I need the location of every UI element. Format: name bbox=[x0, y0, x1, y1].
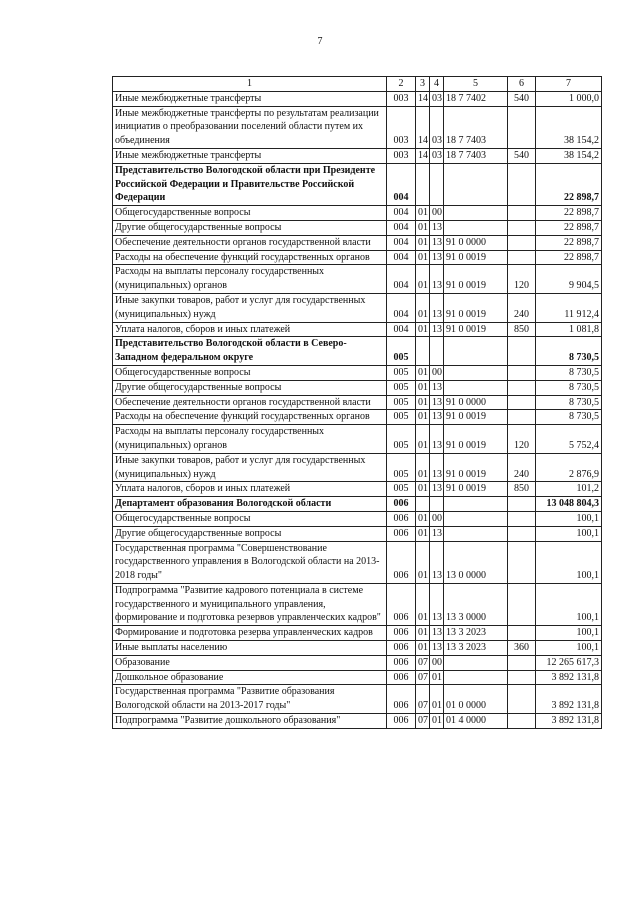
row-vr-cell bbox=[508, 670, 536, 685]
row-name-cell: Обеспечение деятельности органов государственной власти bbox=[113, 395, 387, 410]
row-csr-cell bbox=[444, 220, 508, 235]
row-pr-cell bbox=[430, 163, 444, 205]
row-name-cell: Обеспечение деятельности органов государственной власти bbox=[113, 235, 387, 250]
row-csr-cell bbox=[444, 163, 508, 205]
row-csr-cell bbox=[444, 365, 508, 380]
row-pr-cell: 13 bbox=[430, 220, 444, 235]
row-name-cell: Подпрограмма "Развитие кадрового потенциала в системе государственного и муниципального управления, формирование и подготовка резервов управленческих кадров" bbox=[113, 583, 387, 625]
row-rz-cell: 14 bbox=[416, 106, 430, 148]
row-amount-cell: 100,1 bbox=[536, 526, 602, 541]
row-vr-cell bbox=[508, 511, 536, 526]
row-csr-cell bbox=[444, 497, 508, 512]
table-row bbox=[113, 641, 602, 656]
row-amount-cell: 5 752,4 bbox=[536, 425, 602, 454]
table-row bbox=[113, 206, 602, 221]
header-col-ved: 2 bbox=[387, 77, 416, 92]
row-vr-cell: 850 bbox=[508, 482, 536, 497]
table-row bbox=[113, 293, 602, 322]
budget-table bbox=[112, 76, 602, 729]
row-csr-cell: 13 3 2023 bbox=[444, 626, 508, 641]
table-row bbox=[113, 395, 602, 410]
row-vr-cell bbox=[508, 235, 536, 250]
table-row bbox=[113, 410, 602, 425]
row-name-cell: Другие общегосударственные вопросы bbox=[113, 220, 387, 235]
row-vr-cell bbox=[508, 526, 536, 541]
row-ved-cell: 003 bbox=[387, 91, 416, 106]
row-rz-cell: 07 bbox=[416, 670, 430, 685]
row-pr-cell: 00 bbox=[430, 206, 444, 221]
row-ved-cell: 006 bbox=[387, 655, 416, 670]
row-rz-cell: 01 bbox=[416, 541, 430, 583]
row-rz-cell: 01 bbox=[416, 425, 430, 454]
row-amount-cell: 100,1 bbox=[536, 626, 602, 641]
row-amount-cell: 100,1 bbox=[536, 511, 602, 526]
row-csr-cell: 91 0 0019 bbox=[444, 453, 508, 482]
row-pr-cell bbox=[430, 337, 444, 366]
row-rz-cell: 01 bbox=[416, 220, 430, 235]
row-rz-cell: 01 bbox=[416, 526, 430, 541]
row-csr-cell: 91 0 0000 bbox=[444, 235, 508, 250]
row-name-cell: Общегосударственные вопросы bbox=[113, 365, 387, 380]
row-amount-cell: 8 730,5 bbox=[536, 337, 602, 366]
row-ved-cell: 005 bbox=[387, 395, 416, 410]
row-rz-cell: 01 bbox=[416, 511, 430, 526]
row-rz-cell: 01 bbox=[416, 453, 430, 482]
row-vr-cell bbox=[508, 541, 536, 583]
row-ved-cell: 006 bbox=[387, 685, 416, 714]
row-name-cell: Иные межбюджетные трансферты по результатам реализации инициатив о преобразовании поселений области путем их объединения bbox=[113, 106, 387, 148]
row-rz-cell: 01 bbox=[416, 626, 430, 641]
table-row bbox=[113, 106, 602, 148]
table-row bbox=[113, 453, 602, 482]
table-row bbox=[113, 337, 602, 366]
row-pr-cell: 00 bbox=[430, 511, 444, 526]
header-col-amount: 7 bbox=[536, 77, 602, 92]
row-name-cell: Иные выплаты населению bbox=[113, 641, 387, 656]
row-ved-cell: 006 bbox=[387, 626, 416, 641]
row-csr-cell bbox=[444, 337, 508, 366]
row-ved-cell: 004 bbox=[387, 265, 416, 294]
row-vr-cell bbox=[508, 337, 536, 366]
table-header-row bbox=[113, 77, 602, 92]
row-name-cell: Государственная программа "Развитие образования Вологодской области на 2013-2017 годы" bbox=[113, 685, 387, 714]
row-amount-cell: 22 898,7 bbox=[536, 250, 602, 265]
row-ved-cell: 005 bbox=[387, 365, 416, 380]
row-ved-cell: 006 bbox=[387, 511, 416, 526]
row-vr-cell bbox=[508, 583, 536, 625]
row-pr-cell: 13 bbox=[430, 250, 444, 265]
row-rz-cell: 01 bbox=[416, 250, 430, 265]
row-pr-cell: 13 bbox=[430, 293, 444, 322]
row-amount-cell: 11 912,4 bbox=[536, 293, 602, 322]
row-name-cell: Иные закупки товаров, работ и услуг для государственных (муниципальных) нужд bbox=[113, 453, 387, 482]
row-amount-cell: 100,1 bbox=[536, 641, 602, 656]
row-rz-cell: 01 bbox=[416, 206, 430, 221]
row-name-cell: Формирование и подготовка резерва управленческих кадров bbox=[113, 626, 387, 641]
table-row bbox=[113, 670, 602, 685]
row-csr-cell bbox=[444, 511, 508, 526]
row-csr-cell bbox=[444, 655, 508, 670]
row-name-cell: Иные межбюджетные трансферты bbox=[113, 91, 387, 106]
row-amount-cell: 22 898,7 bbox=[536, 220, 602, 235]
row-csr-cell bbox=[444, 206, 508, 221]
row-ved-cell: 004 bbox=[387, 206, 416, 221]
row-rz-cell: 01 bbox=[416, 380, 430, 395]
table-row bbox=[113, 235, 602, 250]
table-row bbox=[113, 148, 602, 163]
row-amount-cell: 8 730,5 bbox=[536, 410, 602, 425]
table-row bbox=[113, 526, 602, 541]
row-ved-cell: 006 bbox=[387, 714, 416, 729]
row-csr-cell: 18 7 7403 bbox=[444, 106, 508, 148]
row-csr-cell: 18 7 7402 bbox=[444, 91, 508, 106]
row-name-cell: Подпрограмма "Развитие дошкольного образования" bbox=[113, 714, 387, 729]
table-row bbox=[113, 322, 602, 337]
row-amount-cell: 100,1 bbox=[536, 583, 602, 625]
row-amount-cell: 12 265 617,3 bbox=[536, 655, 602, 670]
row-ved-cell: 005 bbox=[387, 337, 416, 366]
row-name-cell: Департамент образования Вологодской области bbox=[113, 497, 387, 512]
table-row bbox=[113, 425, 602, 454]
row-vr-cell bbox=[508, 395, 536, 410]
table-row bbox=[113, 497, 602, 512]
row-rz-cell: 07 bbox=[416, 685, 430, 714]
table-row bbox=[113, 541, 602, 583]
row-rz-cell: 01 bbox=[416, 410, 430, 425]
row-ved-cell: 005 bbox=[387, 425, 416, 454]
row-vr-cell bbox=[508, 380, 536, 395]
row-vr-cell bbox=[508, 163, 536, 205]
row-amount-cell: 9 904,5 bbox=[536, 265, 602, 294]
row-pr-cell: 13 bbox=[430, 322, 444, 337]
row-ved-cell: 006 bbox=[387, 641, 416, 656]
row-csr-cell: 91 0 0019 bbox=[444, 425, 508, 454]
row-vr-cell bbox=[508, 206, 536, 221]
table-row bbox=[113, 583, 602, 625]
row-amount-cell: 2 876,9 bbox=[536, 453, 602, 482]
row-csr-cell bbox=[444, 380, 508, 395]
row-ved-cell: 005 bbox=[387, 380, 416, 395]
row-pr-cell: 03 bbox=[430, 91, 444, 106]
row-amount-cell: 100,1 bbox=[536, 541, 602, 583]
row-amount-cell: 13 048 804,3 bbox=[536, 497, 602, 512]
row-csr-cell bbox=[444, 526, 508, 541]
row-pr-cell bbox=[430, 497, 444, 512]
row-vr-cell: 240 bbox=[508, 453, 536, 482]
table-row bbox=[113, 714, 602, 729]
row-name-cell: Уплата налогов, сборов и иных платежей bbox=[113, 322, 387, 337]
row-csr-cell: 01 4 0000 bbox=[444, 714, 508, 729]
row-amount-cell: 1 081,8 bbox=[536, 322, 602, 337]
row-csr-cell: 91 0 0019 bbox=[444, 293, 508, 322]
row-amount-cell: 8 730,5 bbox=[536, 395, 602, 410]
table-row bbox=[113, 482, 602, 497]
row-vr-cell bbox=[508, 685, 536, 714]
row-ved-cell: 004 bbox=[387, 220, 416, 235]
row-pr-cell: 00 bbox=[430, 655, 444, 670]
row-name-cell: Другие общегосударственные вопросы bbox=[113, 526, 387, 541]
row-csr-cell: 91 0 0000 bbox=[444, 395, 508, 410]
row-name-cell: Образование bbox=[113, 655, 387, 670]
header-col-rz: 3 bbox=[416, 77, 430, 92]
row-pr-cell: 13 bbox=[430, 583, 444, 625]
row-rz-cell: 01 bbox=[416, 641, 430, 656]
row-pr-cell: 13 bbox=[430, 395, 444, 410]
table-row bbox=[113, 511, 602, 526]
row-name-cell: Иные межбюджетные трансферты bbox=[113, 148, 387, 163]
row-ved-cell: 006 bbox=[387, 497, 416, 512]
row-vr-cell bbox=[508, 410, 536, 425]
row-vr-cell bbox=[508, 106, 536, 148]
row-pr-cell: 13 bbox=[430, 541, 444, 583]
table-row bbox=[113, 685, 602, 714]
header-col-pr: 4 bbox=[430, 77, 444, 92]
row-name-cell: Расходы на обеспечение функций государственных органов bbox=[113, 250, 387, 265]
row-csr-cell: 13 3 2023 bbox=[444, 641, 508, 656]
row-vr-cell bbox=[508, 220, 536, 235]
row-vr-cell bbox=[508, 365, 536, 380]
table-row bbox=[113, 163, 602, 205]
table-row bbox=[113, 220, 602, 235]
table-row bbox=[113, 380, 602, 395]
table-row bbox=[113, 626, 602, 641]
row-pr-cell: 13 bbox=[430, 626, 444, 641]
row-pr-cell: 01 bbox=[430, 685, 444, 714]
table-row bbox=[113, 655, 602, 670]
row-amount-cell: 8 730,5 bbox=[536, 380, 602, 395]
row-csr-cell: 91 0 0019 bbox=[444, 322, 508, 337]
row-pr-cell: 13 bbox=[430, 380, 444, 395]
row-amount-cell: 22 898,7 bbox=[536, 235, 602, 250]
row-amount-cell: 38 154,2 bbox=[536, 148, 602, 163]
row-pr-cell: 03 bbox=[430, 106, 444, 148]
row-name-cell: Другие общегосударственные вопросы bbox=[113, 380, 387, 395]
row-name-cell: Расходы на выплаты персоналу государственных (муниципальных) органов bbox=[113, 425, 387, 454]
row-pr-cell: 03 bbox=[430, 148, 444, 163]
row-pr-cell: 01 bbox=[430, 714, 444, 729]
row-rz-cell: 01 bbox=[416, 365, 430, 380]
row-amount-cell: 3 892 131,8 bbox=[536, 714, 602, 729]
row-rz-cell: 07 bbox=[416, 655, 430, 670]
row-rz-cell: 01 bbox=[416, 482, 430, 497]
row-amount-cell: 38 154,2 bbox=[536, 106, 602, 148]
row-name-cell: Общегосударственные вопросы bbox=[113, 511, 387, 526]
row-amount-cell: 22 898,7 bbox=[536, 206, 602, 221]
row-ved-cell: 003 bbox=[387, 148, 416, 163]
row-pr-cell: 13 bbox=[430, 641, 444, 656]
row-vr-cell: 240 bbox=[508, 293, 536, 322]
row-rz-cell: 01 bbox=[416, 235, 430, 250]
row-vr-cell bbox=[508, 497, 536, 512]
page-number: 7 bbox=[317, 36, 323, 47]
table-row bbox=[113, 265, 602, 294]
row-amount-cell: 3 892 131,8 bbox=[536, 670, 602, 685]
table-row bbox=[113, 250, 602, 265]
table-body bbox=[113, 91, 602, 728]
row-rz-cell: 01 bbox=[416, 322, 430, 337]
row-csr-cell: 01 0 0000 bbox=[444, 685, 508, 714]
row-vr-cell bbox=[508, 655, 536, 670]
row-csr-cell: 13 0 0000 bbox=[444, 541, 508, 583]
row-rz-cell bbox=[416, 337, 430, 366]
row-ved-cell: 005 bbox=[387, 482, 416, 497]
row-amount-cell: 3 892 131,8 bbox=[536, 685, 602, 714]
header-col-name: 1 bbox=[113, 77, 387, 92]
row-ved-cell: 004 bbox=[387, 293, 416, 322]
row-ved-cell: 006 bbox=[387, 670, 416, 685]
row-vr-cell: 540 bbox=[508, 91, 536, 106]
row-ved-cell: 004 bbox=[387, 235, 416, 250]
row-rz-cell: 07 bbox=[416, 714, 430, 729]
row-name-cell: Государственная программа "Совершенствование государственного управления в Вологодской области на 2013-2018 годы" bbox=[113, 541, 387, 583]
row-name-cell: Представительство Вологодской области при Президенте Российской Федерации и Правительстве Российской Федерации bbox=[113, 163, 387, 205]
row-pr-cell: 13 bbox=[430, 482, 444, 497]
row-pr-cell: 13 bbox=[430, 425, 444, 454]
row-vr-cell: 120 bbox=[508, 265, 536, 294]
row-ved-cell: 006 bbox=[387, 541, 416, 583]
row-vr-cell bbox=[508, 626, 536, 641]
row-vr-cell: 540 bbox=[508, 148, 536, 163]
row-pr-cell: 13 bbox=[430, 235, 444, 250]
row-vr-cell bbox=[508, 250, 536, 265]
row-csr-cell: 13 3 0000 bbox=[444, 583, 508, 625]
row-rz-cell: 14 bbox=[416, 148, 430, 163]
row-name-cell: Представительство Вологодской области в Северо-Западном федеральном округе bbox=[113, 337, 387, 366]
table-row bbox=[113, 91, 602, 106]
row-rz-cell: 01 bbox=[416, 583, 430, 625]
row-name-cell: Общегосударственные вопросы bbox=[113, 206, 387, 221]
row-vr-cell: 360 bbox=[508, 641, 536, 656]
row-amount-cell: 1 000,0 bbox=[536, 91, 602, 106]
row-ved-cell: 004 bbox=[387, 163, 416, 205]
row-rz-cell bbox=[416, 497, 430, 512]
row-csr-cell: 91 0 0019 bbox=[444, 482, 508, 497]
row-ved-cell: 004 bbox=[387, 250, 416, 265]
row-amount-cell: 101,2 bbox=[536, 482, 602, 497]
row-pr-cell: 01 bbox=[430, 670, 444, 685]
header-col-csr: 5 bbox=[444, 77, 508, 92]
row-pr-cell: 13 bbox=[430, 453, 444, 482]
row-pr-cell: 13 bbox=[430, 265, 444, 294]
row-csr-cell: 18 7 7403 bbox=[444, 148, 508, 163]
row-csr-cell: 91 0 0019 bbox=[444, 250, 508, 265]
row-csr-cell bbox=[444, 670, 508, 685]
row-ved-cell: 005 bbox=[387, 453, 416, 482]
row-amount-cell: 8 730,5 bbox=[536, 365, 602, 380]
row-ved-cell: 005 bbox=[387, 410, 416, 425]
row-vr-cell: 850 bbox=[508, 322, 536, 337]
row-amount-cell: 22 898,7 bbox=[536, 163, 602, 205]
row-vr-cell: 120 bbox=[508, 425, 536, 454]
row-ved-cell: 006 bbox=[387, 526, 416, 541]
row-ved-cell: 003 bbox=[387, 106, 416, 148]
row-csr-cell: 91 0 0019 bbox=[444, 410, 508, 425]
row-rz-cell: 01 bbox=[416, 395, 430, 410]
row-rz-cell: 01 bbox=[416, 265, 430, 294]
table-row bbox=[113, 365, 602, 380]
row-rz-cell: 01 bbox=[416, 293, 430, 322]
row-pr-cell: 13 bbox=[430, 526, 444, 541]
row-name-cell: Уплата налогов, сборов и иных платежей bbox=[113, 482, 387, 497]
row-pr-cell: 13 bbox=[430, 410, 444, 425]
row-name-cell: Расходы на обеспечение функций государственных органов bbox=[113, 410, 387, 425]
row-csr-cell: 91 0 0019 bbox=[444, 265, 508, 294]
row-name-cell: Дошкольное образование bbox=[113, 670, 387, 685]
row-rz-cell bbox=[416, 163, 430, 205]
row-vr-cell bbox=[508, 714, 536, 729]
row-name-cell: Расходы на выплаты персоналу государственных (муниципальных) органов bbox=[113, 265, 387, 294]
row-ved-cell: 006 bbox=[387, 583, 416, 625]
header-col-vr: 6 bbox=[508, 77, 536, 92]
row-name-cell: Иные закупки товаров, работ и услуг для государственных (муниципальных) нужд bbox=[113, 293, 387, 322]
row-ved-cell: 004 bbox=[387, 322, 416, 337]
row-pr-cell: 00 bbox=[430, 365, 444, 380]
row-rz-cell: 14 bbox=[416, 91, 430, 106]
